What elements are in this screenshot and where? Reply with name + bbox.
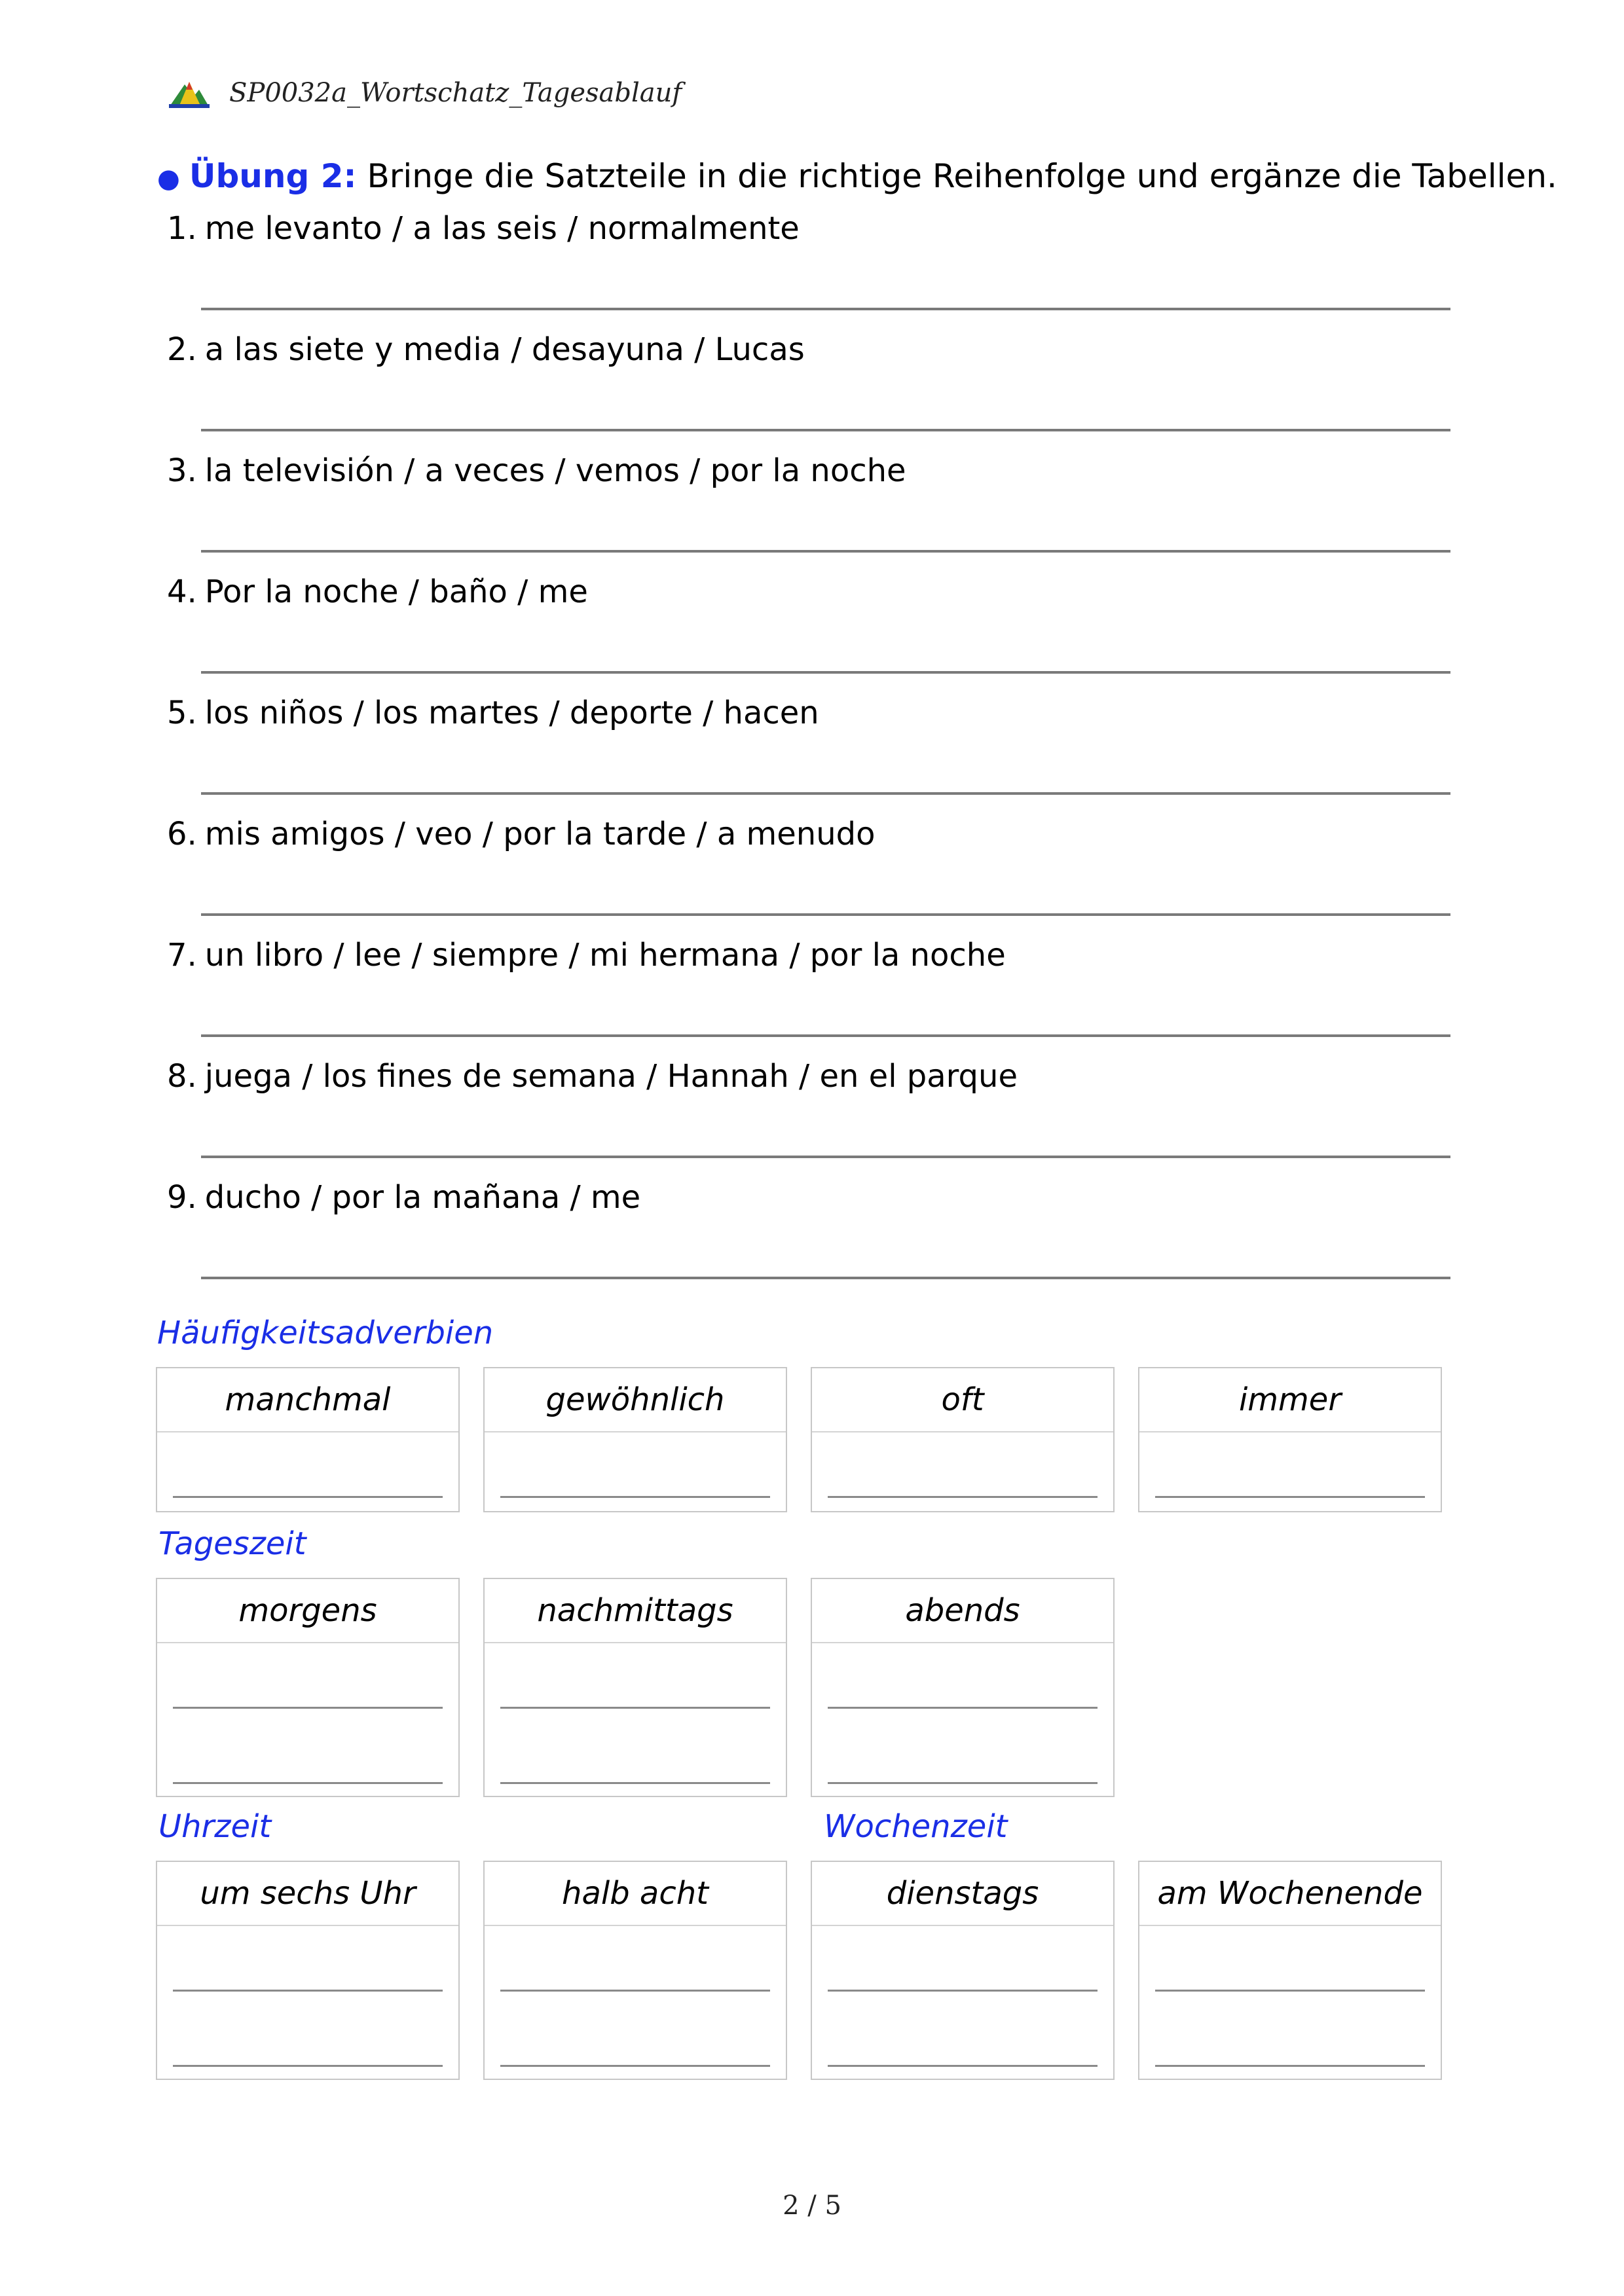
exercise-items: [167, 206, 1450, 1296]
item-number: 2.: [167, 331, 197, 368]
box-header: halb acht: [485, 1862, 786, 1926]
item-words: mis amigos / veo / por la tarde / a menudo: [204, 816, 876, 852]
table-box-halb-acht: [483, 1861, 787, 2080]
exercise-item-2: [167, 327, 1450, 448]
answer-line[interactable]: [201, 792, 1450, 795]
section-title-frequency: Häufigkeitsadverbien: [157, 1315, 494, 1351]
table-box-oft: [811, 1367, 1115, 1512]
bullet-icon: ●: [157, 164, 180, 194]
item-words: a las siete y media / desayuna / Lucas: [204, 331, 805, 368]
exercise-item-1: [167, 206, 1450, 327]
table-box-immer: [1138, 1367, 1442, 1512]
exercise-label: Übung 2:: [189, 157, 357, 195]
item-number: 5.: [167, 695, 197, 731]
item-number: 9.: [167, 1179, 197, 1216]
box-header: dienstags: [812, 1862, 1113, 1926]
item-words: los niños / los martes / deporte / hacen: [204, 695, 819, 731]
answer-line[interactable]: [201, 1034, 1450, 1037]
item-words: ducho / por la mañana / me: [204, 1179, 641, 1216]
exercise-item-7: [167, 933, 1450, 1054]
exercise-instruction: Bringe die Satzteile in die richtige Reihenfolge und ergänze die Tabellen.: [367, 157, 1557, 195]
section-title-clock: Uhrzeit: [158, 1808, 272, 1845]
page-number: 2 / 5: [783, 2191, 841, 2221]
table-box-um-sechs-uhr: [156, 1861, 460, 2080]
item-number: 4.: [167, 574, 197, 610]
item-words: un libro / lee / siempre / mi hermana / por la noche: [204, 937, 1006, 974]
box-header: immer: [1139, 1368, 1441, 1432]
answer-line[interactable]: [201, 1156, 1450, 1158]
item-number: 7.: [167, 937, 197, 974]
box-header: nachmittags: [485, 1579, 786, 1643]
table-box-gewoehnlich: [483, 1367, 787, 1512]
answer-line[interactable]: [201, 913, 1450, 916]
box-header: morgens: [157, 1579, 458, 1643]
table-box-manchmal: [156, 1367, 460, 1512]
answer-line[interactable]: [201, 550, 1450, 553]
document-title: SP0032a_Wortschatz_Tagesablauf: [229, 78, 682, 108]
answer-line[interactable]: [201, 671, 1450, 674]
item-number: 3.: [167, 452, 197, 489]
table-box-am-wochenende: [1138, 1861, 1442, 2080]
item-words: la televisión / a veces / vemos / por la noche: [204, 452, 906, 489]
answer-line[interactable]: [201, 429, 1450, 431]
mountain-logo-icon: [168, 77, 211, 109]
box-header: am Wochenende: [1139, 1862, 1441, 1926]
box-header: manchmal: [157, 1368, 458, 1432]
box-header: abends: [812, 1579, 1113, 1643]
document-header: [168, 73, 682, 113]
box-header: gewöhnlich: [485, 1368, 786, 1432]
box-header: um sechs Uhr: [157, 1862, 458, 1926]
item-number: 1.: [167, 210, 197, 247]
answer-line[interactable]: [201, 308, 1450, 310]
item-words: juega / los fines de semana / Hannah / en el parque: [204, 1058, 1018, 1095]
section-title-daytime: Tageszeit: [158, 1525, 306, 1562]
item-words: me levanto / a las seis / normalmente: [204, 210, 800, 247]
table-box-morgens: [156, 1578, 460, 1797]
exercise-intro: [157, 157, 1557, 195]
exercise-item-4: [167, 570, 1450, 691]
box-header: oft: [812, 1368, 1113, 1432]
exercise-item-9: [167, 1175, 1450, 1296]
item-number: 8.: [167, 1058, 197, 1095]
exercise-item-5: [167, 691, 1450, 812]
table-box-nachmittags: [483, 1578, 787, 1797]
exercise-item-8: [167, 1054, 1450, 1175]
section-title-weektime: Wochenzeit: [824, 1808, 1008, 1845]
exercise-item-6: [167, 812, 1450, 933]
answer-line[interactable]: [201, 1277, 1450, 1279]
table-box-dienstags: [811, 1861, 1115, 2080]
item-number: 6.: [167, 816, 197, 852]
item-words: Por la noche / baño / me: [204, 574, 588, 610]
table-box-abends: [811, 1578, 1115, 1797]
exercise-item-3: [167, 448, 1450, 570]
